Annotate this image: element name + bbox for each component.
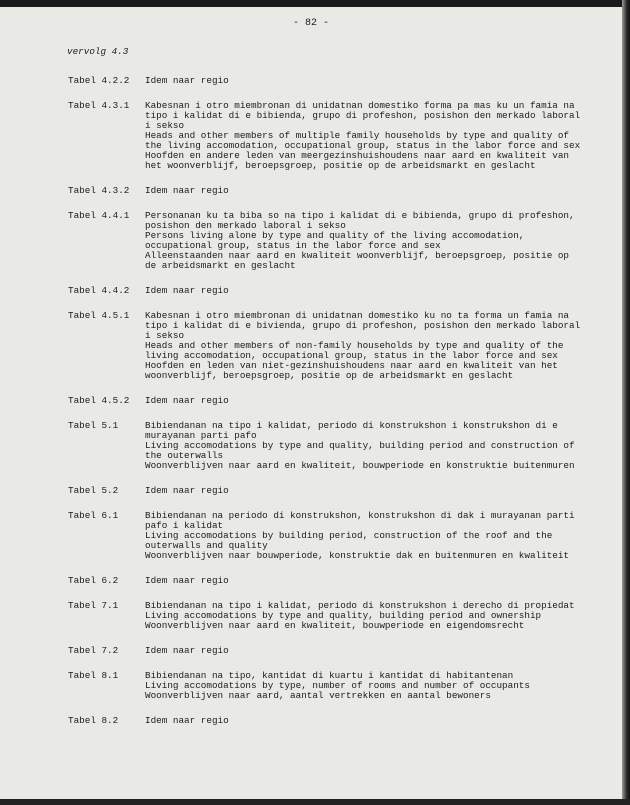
table-description	[145, 601, 613, 631]
description-line: Persons living alone by type and quality of the living accomodation,	[145, 230, 525, 241]
description-line: Personanan ku ta biba so na tipo i kalidat di e bibienda, grupo di profeshon,	[145, 210, 575, 221]
description-line: Bibiendanan na tipo, kantidat di kuartu i kantidat di habitantenan	[145, 670, 514, 681]
description-line: Heads and other members of multiple family households by type and quality of	[145, 130, 570, 141]
table-number: Tabel 4.3.2	[68, 185, 130, 196]
description-line: Bibiendanan na tipo i kalidat, periodo di konstrukshon i derecho di propiedat	[145, 600, 575, 611]
page-number: - 82 -	[292, 18, 329, 29]
description-line: Woonverblijven naar aard en kwaliteit, bouwperiode en eigendomsrecht	[145, 620, 525, 631]
table-number: Tabel 4.4.1	[68, 210, 130, 221]
table-number: Tabel 5.1	[68, 420, 119, 431]
table-entry	[68, 76, 613, 86]
table-entry	[68, 421, 613, 471]
description-line: murayanan parti pafo	[145, 430, 257, 441]
description-line: Hoofden en andere leden van meergezinshuishoudens naar aard en kwaliteit van	[145, 150, 570, 161]
description-line: posishon den merkado laboral i sekso	[145, 220, 346, 231]
description-line: Idem naar regio	[145, 575, 229, 586]
table-number: Tabel 7.1	[68, 600, 119, 611]
description-line: Woonverblijven naar aard, aantal vertrekken en aantal bewoners	[145, 690, 491, 701]
table-number: Tabel 4.5.2	[68, 395, 130, 406]
table-description	[145, 396, 613, 406]
description-line: Bibiendanan na periodo di konstrukshon, konstrukshon di dak i murayanan parti	[145, 510, 575, 521]
table-entry	[68, 716, 613, 726]
table-number: Tabel 4.2.2	[68, 75, 130, 86]
description-line: Idem naar regio	[145, 75, 229, 86]
description-line: i sekso	[145, 330, 185, 341]
scan-bottom-edge	[0, 799, 630, 805]
description-line: tipo i kalidat di e bivienda, grupo di profeshon, posishon den merkado laboral	[145, 320, 581, 331]
description-line: Kabesnan i otro miembronan di unidatnan domestiko ku no ta forma un famia na	[145, 310, 570, 321]
table-description	[145, 186, 613, 196]
description-line: occupational group, status in the labor force and sex	[145, 240, 441, 251]
description-line: Living accomodations by type and quality, building period and construction of	[145, 440, 575, 451]
table-number: Tabel 4.5.1	[68, 310, 130, 321]
description-line: woonverblijf, beroepsgroep, positie op de arbeidsmarkt en geslacht	[145, 370, 514, 381]
table-list	[68, 76, 613, 741]
table-description	[145, 486, 613, 496]
description-line: pafo i kalidat	[145, 520, 224, 531]
scan-top-edge	[0, 0, 630, 7]
table-entry	[68, 286, 613, 296]
table-entry	[68, 186, 613, 196]
description-line: de arbeidsmarkt en geslacht	[145, 260, 296, 271]
table-entry	[68, 486, 613, 496]
table-description	[145, 576, 613, 586]
table-description	[145, 76, 613, 86]
description-line: Living accomodations by type, number of rooms and number of occupants	[145, 680, 530, 691]
table-number: Tabel 8.2	[68, 715, 119, 726]
description-line: Idem naar regio	[145, 645, 229, 656]
table-description	[145, 101, 613, 171]
description-line: Idem naar regio	[145, 715, 229, 726]
table-number: Tabel 5.2	[68, 485, 119, 496]
table-number: Tabel 7.2	[68, 645, 119, 656]
description-line: Hoofden en leden van niet-gezinshuishoudens naar aard en kwaliteit van het	[145, 360, 558, 371]
table-entry	[68, 396, 613, 406]
description-line: outerwalls and quality	[145, 540, 268, 551]
table-entry	[68, 311, 613, 381]
description-line: Idem naar regio	[145, 485, 229, 496]
table-description	[145, 716, 613, 726]
table-number: Tabel 4.3.1	[68, 100, 130, 111]
table-description	[145, 311, 613, 381]
description-line: Bibiendanan na tipo i kalidat, periodo di konstrukshon i konstrukshon di e	[145, 420, 558, 431]
table-number: Tabel 6.1	[68, 510, 119, 521]
table-entry	[68, 511, 613, 561]
table-number: Tabel 4.4.2	[68, 285, 130, 296]
table-description	[145, 671, 613, 701]
table-description	[145, 421, 613, 471]
description-line: living accomodation, occupational group, status in the labor force and sex	[145, 350, 558, 361]
description-line: Kabesnan i otro miembronan di unidatnan domestiko forma pa mas ku un famia na	[145, 100, 575, 111]
table-entry	[68, 601, 613, 631]
table-entry	[68, 101, 613, 171]
table-description	[145, 646, 613, 656]
description-line: the living accomodation, occupational group, status in the labor force and sex	[145, 140, 581, 151]
table-number: Tabel 8.1	[68, 670, 119, 681]
table-description	[145, 211, 613, 271]
table-entry	[68, 211, 613, 271]
table-entry	[68, 576, 613, 586]
continuation-heading: vervolg 4.3	[67, 46, 129, 57]
description-line: tipo i kalidat di e bibienda, grupo di profeshon, posishon den merkado laboral	[145, 110, 581, 121]
table-number: Tabel 6.2	[68, 575, 119, 586]
table-description	[145, 286, 613, 296]
description-line: Idem naar regio	[145, 185, 229, 196]
description-line: het woonverblijf, beroepsgroep, positie op de arbeidsmarkt en geslacht	[145, 160, 536, 171]
description-line: i sekso	[145, 120, 185, 131]
description-line: Living accomodations by building period, construction of the roof and the	[145, 530, 553, 541]
table-description	[145, 511, 613, 561]
scan-right-edge	[622, 0, 630, 805]
description-line: Living accomodations by type and quality, building period and ownership	[145, 610, 542, 621]
description-line: Idem naar regio	[145, 285, 229, 296]
description-line: Woonverblijven naar aard en kwaliteit, bouwperiode en konstruktie buitenmuren	[145, 460, 575, 471]
table-entry	[68, 646, 613, 656]
description-line: Woonverblijven naar bouwperiode, konstruktie dak en buitenmuren en kwaliteit	[145, 550, 570, 561]
description-line: the outerwalls	[145, 450, 224, 461]
description-line: Alleenstaanden naar aard en kwaliteit woonverblijf, beroepsgroep, positie op	[145, 250, 570, 261]
description-line: Idem naar regio	[145, 395, 229, 406]
description-line: Heads and other members of non-family households by type and quality of the	[145, 340, 564, 351]
table-entry	[68, 671, 613, 701]
